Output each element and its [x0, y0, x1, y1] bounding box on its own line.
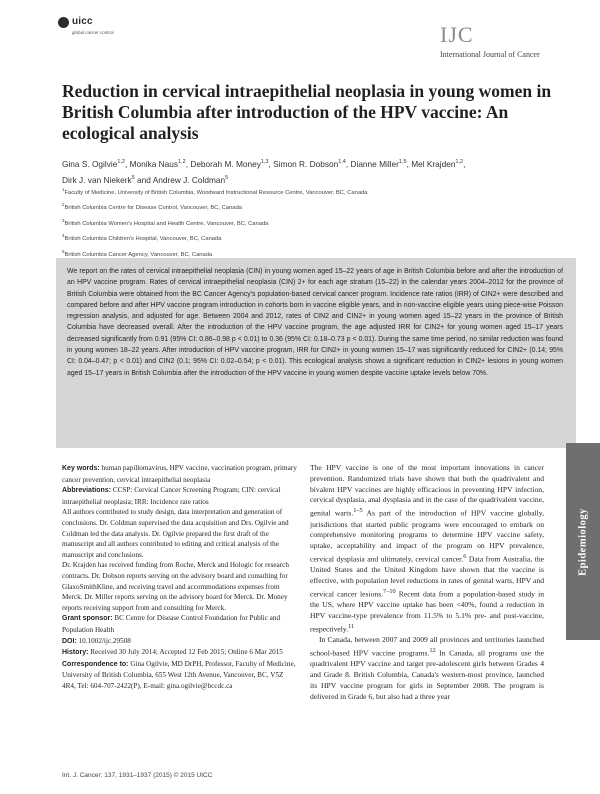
author-affiliation-ref: 1,2 [178, 159, 186, 165]
history: History: Received 30 July 2014; Accepted 12 Feb 2015; Online 6 Mar 2015 [62, 648, 283, 657]
keywords: Key words: human papillomavirus, HPV vaccine, vaccination program, primary cancer prevention, cervical intraepithelial neoplasia [62, 464, 297, 484]
article-title: Reduction in cervical intraepithelial neoplasia in young women in British Columbia after introduction of the HPV vaccine: An ecological analysis [62, 81, 552, 143]
article-metadata [62, 463, 298, 691]
citation[interactable]: 7–10 [383, 587, 396, 595]
journal-abbreviation: IJC [440, 22, 474, 47]
doi-link[interactable]: 10.1002/ijc.29508 [78, 636, 131, 645]
author-affiliation-ref: 1,3 [260, 159, 269, 165]
author-name: Gina S. Ogilvie [62, 158, 118, 169]
grant-sponsor: Grant sponsor: BC Centre for Disease Control Foundation for Public and Population Health [62, 614, 281, 634]
section-tab-label: Epidemiology [577, 507, 589, 576]
abbreviations: Abbreviations: CCSP: Cervical Cancer Screening Program; CIN: cervical intraepithelial neoplasia; IRR: Incidence rate ratios [62, 486, 281, 506]
author-name: Mel Krajden [411, 158, 456, 169]
grant-label: Grant sponsor: [62, 615, 113, 623]
author-affiliation-ref: 1,2 [455, 159, 464, 165]
affiliation: $^5$British Columbia Cancer Agency, Vancouver, BC, Canada [62, 248, 213, 258]
affiliation: $^4$British Columbia Children's Hospital, Vancouver, BC, Canada [62, 233, 222, 243]
correspondence: Correspondence to: Gina Ogilvie, MD DrPH, Professor, Faculty of Medicine, University of British Columbia, 655 West 12th Avenue, Vancouver, BC, V5Z 4R4, Tel: 604-707-2422(P), E-mail: gina.ogilvie@bccdc.ca [62, 659, 296, 690]
citation[interactable]: 11 [348, 622, 355, 630]
doi-label: DOI: [62, 637, 77, 645]
disclosures: Dr. Krajden has received funding from Roche, Merck and Hologic for research contracts. Dr. Dobson reports serving on the advisory board and consulting for GlaxoSmithKline, and receiving travel and accommodations expenses from Merck. Dr. Miller reports serving on the advisory board for Merck. Dr. Money reports receiving support from and consulting for Merck. [62, 561, 289, 612]
affiliation: $^2$British Columbia Centre for Disease Control, Vancouver, BC, Canada [62, 202, 242, 212]
author-name: Andrew J. Coldman [152, 174, 226, 185]
section-tab [566, 443, 600, 640]
citation[interactable]: 12 [429, 646, 436, 654]
abstract-text: We report on the rates of cervical intraepithelial neoplasia (CIN) in young women aged 15–22 years of age in British Columbia before and after the introduction of an HPV vaccine program. Rates of cervical intraepithelial neoplasia (CIN) 2+ for each age stratum (15–22) in the calendar years 2004–2012 for the province of British Columbia were obtained from the BC Cancer Agency's population-based cervical cancer program. Incidence rate ratios (IRR) of CIN2+ were described and compared before and after HPV vaccine program introduction in cohorts born in vaccine eligible years, and in non-vaccine eligible years using piece-wise Poisson regression analysis, and adjusted for age. Between 2004 and 2012, rates of CIN2 and CIN2+ in young women aged 15–22 years in the province of British Columbia have decreased overall. After the introduction of the HPV vaccine program, the age adjusted IRR for CIN2+ for young women aged 15–17 years decreased significantly from 0.91 (95% CI: 0.86–0.98 p < 0.01) to 0.36 (95% CI: 0.18–0.73 p < 0.01). During the same time period, no similar reduction was found in young women 18–22 years. After introduction of HPV vaccine program, IRR for CIN2+ in young women 15–17 was significantly reduced for CIN2+ (0.14; 95% CI: 0.04–0.47; p < 0.01) and CIN2 (0.1; 95% CI: 0.02–0.54; p < 0.01). This ecological analysis shows a significant reduction in CIN2+ lesions in young women aged 15–17 years in British Columbia after the introduction of the HPV vaccine in young women despite vaccine uptake levels below 70%. [67, 268, 563, 377]
uicc-logo [56, 15, 116, 49]
doi [62, 636, 298, 648]
affiliation-list [62, 184, 562, 261]
author-name: Monika Naus [129, 158, 179, 169]
abbreviations-label: Abbreviations: [62, 487, 112, 495]
body-text [310, 463, 544, 702]
author-name: Deborah M. Money [190, 158, 261, 169]
author-affiliation-ref: 5 [131, 174, 135, 181]
affiliation: $^3$British Columbia Women's Hospital and Health Centre, Vancouver, BC, Canada [62, 217, 269, 227]
paragraph: The HPV vaccine is one of the most important innovations in cancer prevention. Randomized trials have shown that both the quadrivalent and bivalent HPV vaccines are highly efficacious in preventing HPV infection, cervical dysplasia, anal dysplasia and in the case of the quadrivalent vaccine, genital warts.$^{1-5}$ As part of the introduction of HPV vaccine globally, jurisdictions that started public programs were encouraged to embark on comprehensive monitoring programs to determine HPV vaccine safety, uptake, acceptability and impact of the program on HPV prevalence, cervical dysplasia and ultimately, cervical cancer.$^6$ Data from Australia, the United States and the United Kingdom have shown that the vaccine is effective, with population level reductions in rates of genital warts, HPV and cervical cancer lesions.$^{7-10}$ Recent data from a population-based study in the US, where HPV vaccine uptake has been <40%, found a reduction in HPV vaccine-type prevalence from 11.5% to 5.1% pre- and post-vaccine, respectively.$^{11}$ [310, 463, 545, 634]
author-affiliation-ref: 1,4 [338, 159, 346, 165]
author-affiliation-ref: 5 [225, 174, 229, 181]
globe-icon [58, 17, 69, 28]
paragraph: In Canada, between 2007 and 2009 all provinces and territories launched school-based HPV vaccine programs.$^{12}$ In Canada, all programs use the quadrivalent HPV vaccine and target pre-adolescent girls between Grades 4 and Grade 8. British Columbia, Canada's western-most province, launched its HPV vaccine program for girls in September 2008. The program is delivered in Grade 6, but also had a three year [310, 635, 544, 701]
author-affiliation-ref: 1,2 [117, 159, 125, 165]
author-list: Gina S. Ogilvie$^{1,2}$, Monika Naus$^{1,2}$, Deborah M. Money$^{1,3}$, Simon R. Dobson$^{1,4}$, Dianne Miller$^{1,5}$, Mel Krajden$^{1,2}$, Dirk J. van Niekerk$^5$ and Andrew J. Coldman$^5$ [62, 158, 466, 185]
journal-name: International Journal of Cancer [440, 50, 540, 59]
citation[interactable]: 6 [463, 552, 467, 560]
author-contributions: All authors contributed to study design, data interpretation and generation of conclusions. Dr. Coldman supervised the data acquisition and Drs. Ogilvie and Coldman led the data analysis. Dr. Ogilvie prepared the first draft of the manuscript and all authors contributed to editing and critical analysis of the manuscript and conclusions. [62, 508, 289, 559]
history-label: History: [62, 649, 89, 657]
correspondence-label: Correspondence to: [62, 660, 129, 668]
author-name: Dianne Miller [350, 158, 399, 169]
page-footer: Int. J. Cancer: 137, 1931–1937 (2015) © 2015 UICC [62, 772, 213, 779]
keywords-label: Key words: [62, 465, 100, 472]
logo-subtext: global cancer control [72, 30, 114, 35]
logo-text: uicc [72, 16, 93, 27]
author-affiliation-ref: 1,5 [398, 159, 407, 165]
abstract-box [56, 258, 576, 448]
citation[interactable]: 1–5 [353, 507, 363, 515]
affiliation: $^1$Faculty of Medicine, University of British Columbia, Woodward Instructional Resource Centre, Vancouver, BC, Canada [62, 187, 368, 196]
author-name: Dirk J. van Niekerk [62, 174, 132, 185]
logo-mark [56, 15, 114, 31]
author-name: Simon R. Dobson [273, 158, 339, 169]
